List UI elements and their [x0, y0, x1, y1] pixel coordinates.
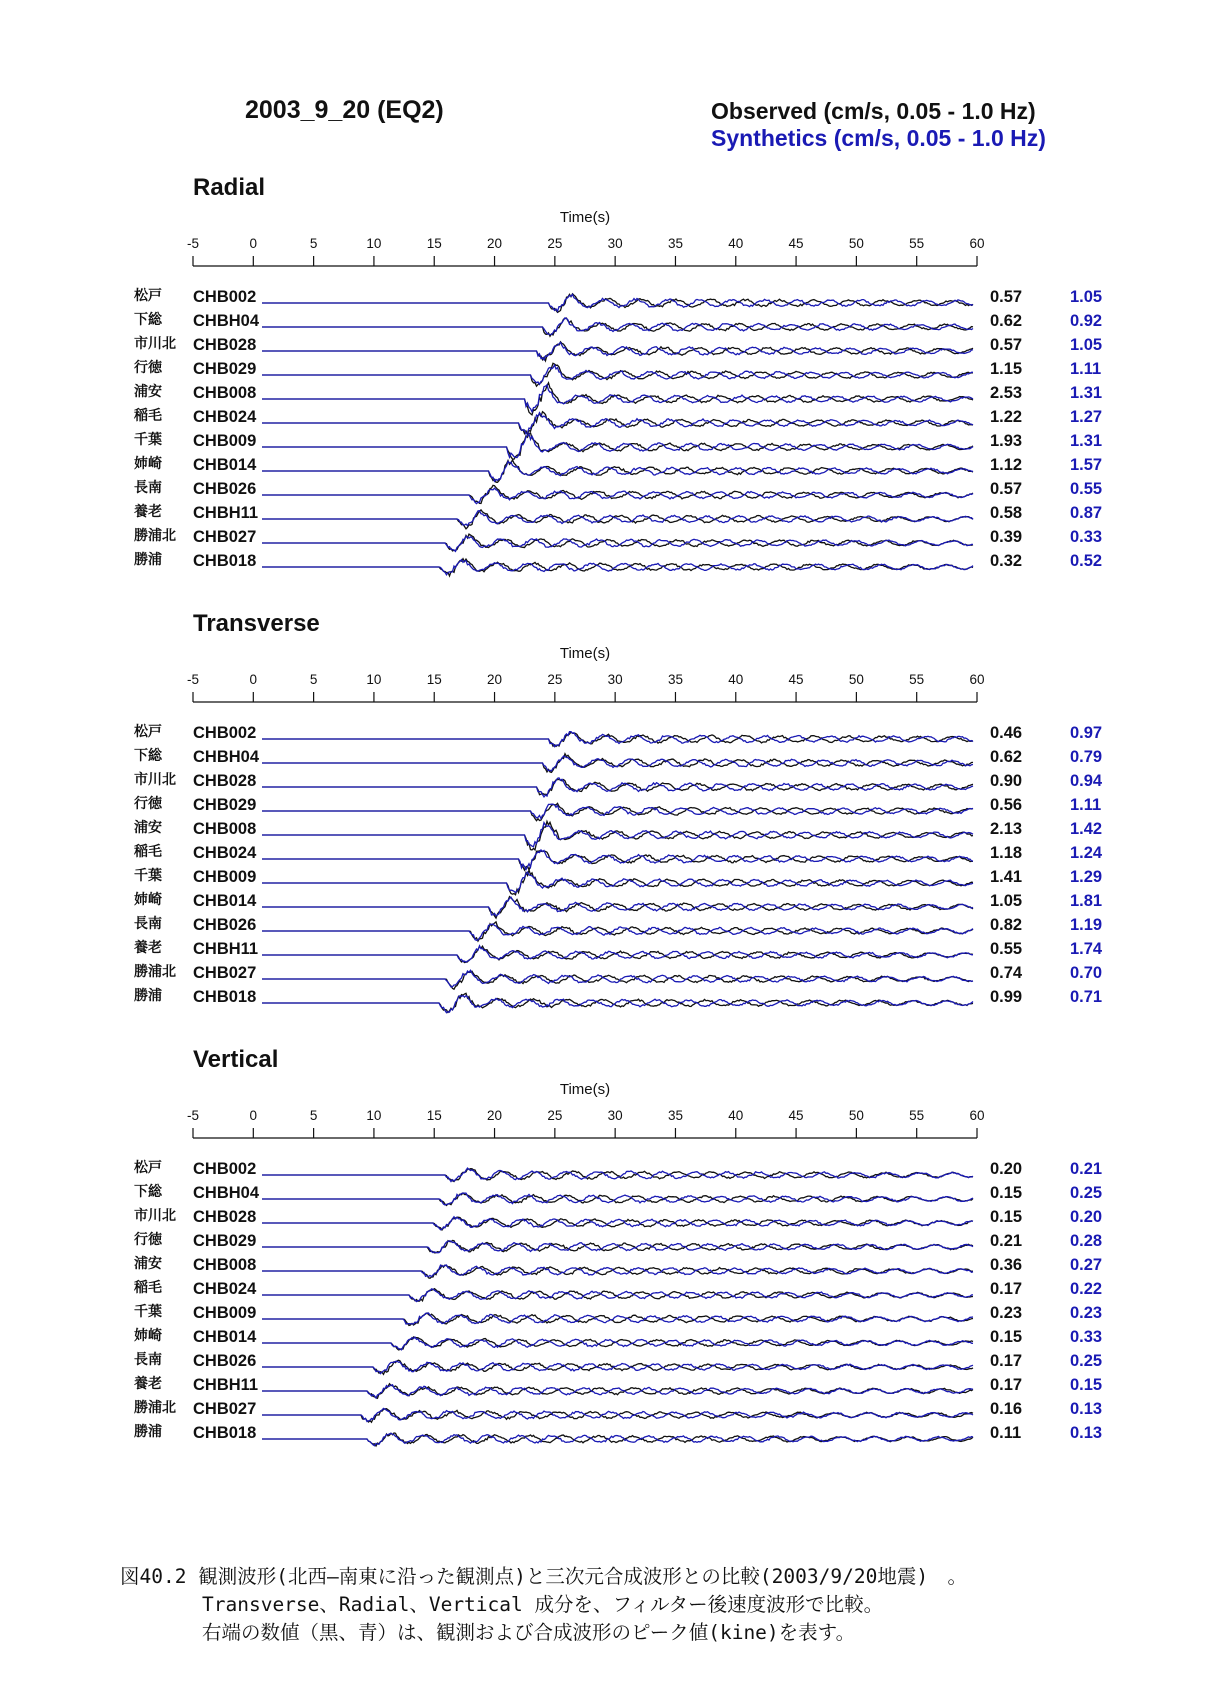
peak-synthetic: 1.19	[1070, 916, 1103, 934]
station-name: 市川北	[134, 335, 176, 351]
peak-observed: 0.15	[990, 1328, 1023, 1346]
x-tick-label: 35	[667, 672, 683, 687]
peak-observed: 0.16	[990, 1400, 1023, 1418]
station-code: CHB024	[193, 844, 257, 862]
x-tick-label: 50	[848, 236, 864, 251]
synthetic-waveform	[262, 804, 973, 819]
peak-synthetic: 1.42	[1070, 820, 1103, 838]
synthetic-waveform	[262, 850, 973, 870]
x-tick-label: 60	[969, 236, 985, 251]
x-tick-label: 60	[969, 672, 985, 687]
station-name: 浦安	[134, 383, 162, 399]
station-code: CHB002	[193, 724, 257, 742]
peak-synthetic: 0.15	[1070, 1376, 1103, 1394]
station-code: CHB018	[193, 988, 257, 1006]
station-code: CHB018	[193, 1424, 257, 1442]
peak-observed: 2.53	[990, 384, 1023, 402]
caption-line-2: Transverse、Radial、Vertical 成分を、フィルター後速度波形で比較。	[202, 1593, 884, 1616]
station-code: CHB009	[193, 432, 257, 450]
station-name: 行徳	[134, 359, 162, 375]
station-name: 千葉	[134, 867, 162, 883]
peak-observed: 0.11	[990, 1424, 1022, 1442]
peak-synthetic: 1.31	[1070, 432, 1103, 450]
peak-synthetic: 0.52	[1070, 552, 1103, 570]
peak-observed: 0.57	[990, 480, 1023, 498]
x-tick-label: 20	[487, 1108, 503, 1123]
peak-observed: 0.57	[990, 336, 1023, 354]
peak-synthetic: 1.29	[1070, 868, 1103, 886]
peak-observed: 0.62	[990, 748, 1023, 766]
station-code: CHB002	[193, 288, 257, 306]
x-tick-label: -5	[186, 1108, 200, 1123]
peak-observed: 0.32	[990, 552, 1023, 570]
peak-observed: 0.20	[990, 1160, 1023, 1178]
synthetic-waveform	[262, 342, 973, 359]
synthetic-waveform	[262, 294, 973, 311]
panel-title: Vertical	[193, 1046, 279, 1073]
peak-observed: 0.17	[990, 1280, 1023, 1298]
x-tick-label: 25	[547, 1108, 563, 1123]
legend-synthetics: Synthetics (cm/s, 0.05 - 1.0 Hz)	[711, 125, 1046, 151]
station-code: CHB029	[193, 360, 257, 378]
x-tick-label: 30	[607, 1108, 623, 1123]
peak-observed: 2.13	[990, 820, 1023, 838]
x-tick-label: -5	[186, 672, 200, 687]
station-name: 勝浦北	[134, 1399, 176, 1415]
x-tick-label: 50	[848, 1108, 864, 1123]
station-code: CHB014	[193, 456, 257, 474]
station-code: CHB028	[193, 772, 257, 790]
x-tick-label: 55	[909, 236, 925, 251]
station-code: CHB024	[193, 1280, 257, 1298]
x-tick-label: 55	[909, 672, 925, 687]
station-name: 市川北	[134, 1207, 176, 1223]
caption-line-3: 右端の数値（黒、青）は、観測および合成波形のピーク値(kine)を表す。	[202, 1621, 856, 1644]
peak-synthetic: 0.33	[1070, 528, 1103, 546]
peak-synthetic: 0.25	[1070, 1184, 1103, 1202]
station-name: 勝浦北	[134, 527, 176, 543]
peak-synthetic: 0.92	[1070, 312, 1103, 330]
x-tick-label: 5	[309, 672, 318, 687]
peak-synthetic: 0.13	[1070, 1400, 1103, 1418]
x-tick-label: 5	[309, 236, 318, 251]
station-name: 長南	[134, 1351, 162, 1367]
station-code: CHB029	[193, 1232, 257, 1250]
peak-synthetic: 0.21	[1070, 1160, 1103, 1178]
station-code: CHB026	[193, 916, 257, 934]
peak-synthetic: 1.11	[1070, 796, 1102, 814]
station-code: CHBH04	[193, 1184, 260, 1202]
station-name: 稲毛	[134, 1279, 162, 1295]
station-name: 養老	[134, 939, 162, 955]
peak-observed: 0.56	[990, 796, 1023, 814]
station-name: 千葉	[134, 431, 162, 447]
x-tick-label: 0	[249, 236, 258, 251]
peak-observed: 0.74	[990, 964, 1023, 982]
peak-synthetic: 1.11	[1070, 360, 1102, 378]
synthetic-waveform	[262, 1217, 973, 1230]
station-code: CHB002	[193, 1160, 257, 1178]
peak-synthetic: 1.74	[1070, 940, 1103, 958]
peak-synthetic: 0.55	[1070, 480, 1103, 498]
station-name: 稲毛	[134, 407, 162, 423]
panel-title: Radial	[193, 174, 266, 201]
peak-synthetic: 1.81	[1070, 892, 1103, 910]
station-code: CHB009	[193, 1304, 257, 1322]
peak-synthetic: 0.79	[1070, 748, 1103, 766]
station-name: 下総	[134, 1183, 162, 1199]
peak-observed: 0.58	[990, 504, 1023, 522]
peak-synthetic: 1.05	[1070, 336, 1103, 354]
station-name: 松戸	[134, 723, 162, 739]
station-code: CHB027	[193, 1400, 257, 1418]
peak-synthetic: 1.57	[1070, 456, 1103, 474]
synthetic-waveform	[262, 924, 973, 940]
station-name: 千葉	[134, 1303, 162, 1319]
station-name: 松戸	[134, 1159, 162, 1175]
station-code: CHBH11	[193, 1376, 259, 1394]
observed-waveform	[262, 1265, 973, 1278]
x-tick-label: 50	[848, 672, 864, 687]
station-name: 勝浦北	[134, 963, 176, 979]
station-name: 浦安	[134, 819, 162, 835]
synthetic-waveform	[262, 488, 973, 503]
x-tick-label: 30	[607, 672, 623, 687]
station-name: 勝浦	[134, 987, 162, 1003]
peak-synthetic: 0.23	[1070, 1304, 1103, 1322]
station-name: 浦安	[134, 1255, 162, 1271]
peak-synthetic: 1.24	[1070, 844, 1103, 862]
synthetic-waveform	[262, 732, 973, 747]
station-name: 稲毛	[134, 843, 162, 859]
x-tick-label: 45	[788, 672, 804, 687]
peak-synthetic: 0.70	[1070, 964, 1103, 982]
peak-observed: 1.15	[990, 360, 1023, 378]
station-code: CHB026	[193, 480, 257, 498]
peak-synthetic: 1.31	[1070, 384, 1103, 402]
peak-observed: 0.21	[990, 1232, 1023, 1250]
x-axis-label: Time(s)	[559, 645, 611, 662]
synthetic-waveform	[262, 1193, 973, 1205]
x-tick-label: 60	[969, 1108, 985, 1123]
synthetic-waveform	[262, 318, 973, 335]
station-code: CHB028	[193, 336, 257, 354]
station-code: CHBH04	[193, 312, 260, 330]
peak-observed: 0.36	[990, 1256, 1023, 1274]
x-tick-label: 10	[366, 672, 382, 687]
station-code: CHB028	[193, 1208, 257, 1226]
x-tick-label: 25	[547, 236, 563, 251]
x-tick-label: 5	[309, 1108, 318, 1123]
station-name: 行徳	[134, 1231, 162, 1247]
x-tick-label: 15	[426, 236, 442, 251]
peak-synthetic: 0.22	[1070, 1280, 1103, 1298]
x-tick-label: 30	[607, 236, 623, 251]
peak-synthetic: 0.28	[1070, 1232, 1103, 1250]
x-axis-label: Time(s)	[559, 209, 611, 226]
peak-observed: 0.90	[990, 772, 1023, 790]
station-code: CHB014	[193, 892, 257, 910]
x-tick-label: -5	[186, 236, 200, 251]
peak-synthetic: 0.94	[1070, 772, 1103, 790]
station-code: CHB008	[193, 1256, 257, 1274]
station-code: CHB027	[193, 528, 257, 546]
peak-observed: 1.22	[990, 408, 1023, 426]
peak-synthetic: 0.97	[1070, 724, 1103, 742]
peak-observed: 0.17	[990, 1376, 1023, 1394]
peak-synthetic: 1.05	[1070, 288, 1103, 306]
x-tick-label: 40	[728, 236, 744, 251]
figure-title: 2003_9_20 (EQ2)	[245, 96, 444, 124]
station-name: 勝浦	[134, 1423, 162, 1439]
peak-synthetic: 0.13	[1070, 1424, 1103, 1442]
peak-observed: 1.93	[990, 432, 1023, 450]
synthetic-waveform	[262, 778, 973, 797]
synthetic-waveform	[262, 1337, 973, 1350]
station-name: 姉崎	[134, 1327, 162, 1343]
peak-observed: 0.99	[990, 988, 1023, 1006]
station-name: 下総	[134, 747, 162, 763]
peak-observed: 0.23	[990, 1304, 1023, 1322]
peak-observed: 0.55	[990, 940, 1023, 958]
synthetic-waveform	[262, 1433, 973, 1445]
station-name: 松戸	[134, 287, 162, 303]
station-code: CHB014	[193, 1328, 257, 1346]
synthetic-waveform	[262, 897, 973, 916]
station-name: 養老	[134, 503, 162, 519]
station-code: CHB029	[193, 796, 257, 814]
station-code: CHBH04	[193, 748, 260, 766]
station-name: 長南	[134, 915, 162, 931]
peak-observed: 0.17	[990, 1352, 1023, 1370]
peak-observed: 0.57	[990, 288, 1023, 306]
peak-observed: 0.46	[990, 724, 1023, 742]
peak-synthetic: 0.25	[1070, 1352, 1103, 1370]
synthetic-waveform	[262, 413, 973, 434]
peak-synthetic: 0.27	[1070, 1256, 1103, 1274]
x-tick-label: 10	[366, 236, 382, 251]
synthetic-waveform	[262, 756, 973, 771]
station-name: 行徳	[134, 795, 162, 811]
x-tick-label: 15	[426, 672, 442, 687]
caption-line-1: 図40.2 観測波形(北西―南東に沿った観測点)と三次元合成波形との比較(2003/9/20地震) 。	[120, 1565, 968, 1588]
station-code: CHB008	[193, 820, 257, 838]
x-tick-label: 40	[728, 1108, 744, 1123]
peak-synthetic: 0.87	[1070, 504, 1103, 522]
station-code: CHBH11	[193, 940, 259, 958]
station-code: CHB008	[193, 384, 257, 402]
x-tick-label: 0	[249, 672, 258, 687]
peak-synthetic: 0.71	[1070, 988, 1103, 1006]
x-axis-label: Time(s)	[559, 1081, 611, 1098]
peak-observed: 0.15	[990, 1184, 1023, 1202]
x-tick-label: 25	[547, 672, 563, 687]
legend-observed: Observed (cm/s, 0.05 - 1.0 Hz)	[711, 98, 1036, 124]
synthetic-waveform	[262, 434, 973, 458]
panel-title: Transverse	[193, 610, 320, 637]
x-tick-label: 45	[788, 236, 804, 251]
peak-observed: 1.05	[990, 892, 1023, 910]
station-name: 姉崎	[134, 455, 162, 471]
x-tick-label: 20	[487, 236, 503, 251]
station-name: 勝浦	[134, 551, 162, 567]
synthetic-waveform	[262, 365, 973, 384]
peak-observed: 0.62	[990, 312, 1023, 330]
x-tick-label: 10	[366, 1108, 382, 1123]
peak-synthetic: 0.20	[1070, 1208, 1103, 1226]
peak-observed: 1.18	[990, 844, 1023, 862]
station-code: CHBH11	[193, 504, 259, 522]
peak-observed: 0.82	[990, 916, 1023, 934]
x-tick-label: 45	[788, 1108, 804, 1123]
x-tick-label: 40	[728, 672, 744, 687]
synthetic-waveform	[262, 1289, 973, 1302]
station-code: CHB009	[193, 868, 257, 886]
station-name: 姉崎	[134, 891, 162, 907]
peak-synthetic: 0.33	[1070, 1328, 1103, 1346]
peak-observed: 0.15	[990, 1208, 1023, 1226]
peak-observed: 1.41	[990, 868, 1023, 886]
station-code: CHB018	[193, 552, 257, 570]
station-code: CHB027	[193, 964, 257, 982]
x-tick-label: 20	[487, 672, 503, 687]
x-tick-label: 35	[667, 1108, 683, 1123]
station-code: CHB024	[193, 408, 257, 426]
station-name: 長南	[134, 479, 162, 495]
station-name: 養老	[134, 1375, 162, 1391]
peak-synthetic: 1.27	[1070, 408, 1103, 426]
station-code: CHB026	[193, 1352, 257, 1370]
station-name: 下総	[134, 311, 162, 327]
synthetic-waveform	[262, 946, 973, 962]
synthetic-waveform	[262, 1168, 973, 1181]
figure-caption	[120, 1563, 967, 1647]
x-tick-label: 55	[909, 1108, 925, 1123]
station-name: 市川北	[134, 771, 176, 787]
synthetic-waveform	[262, 1408, 973, 1421]
x-tick-label: 15	[426, 1108, 442, 1123]
peak-observed: 0.39	[990, 528, 1023, 546]
x-tick-label: 0	[249, 1108, 258, 1123]
x-tick-label: 35	[667, 236, 683, 251]
peak-observed: 1.12	[990, 456, 1023, 474]
synthetic-waveform	[262, 1361, 973, 1373]
